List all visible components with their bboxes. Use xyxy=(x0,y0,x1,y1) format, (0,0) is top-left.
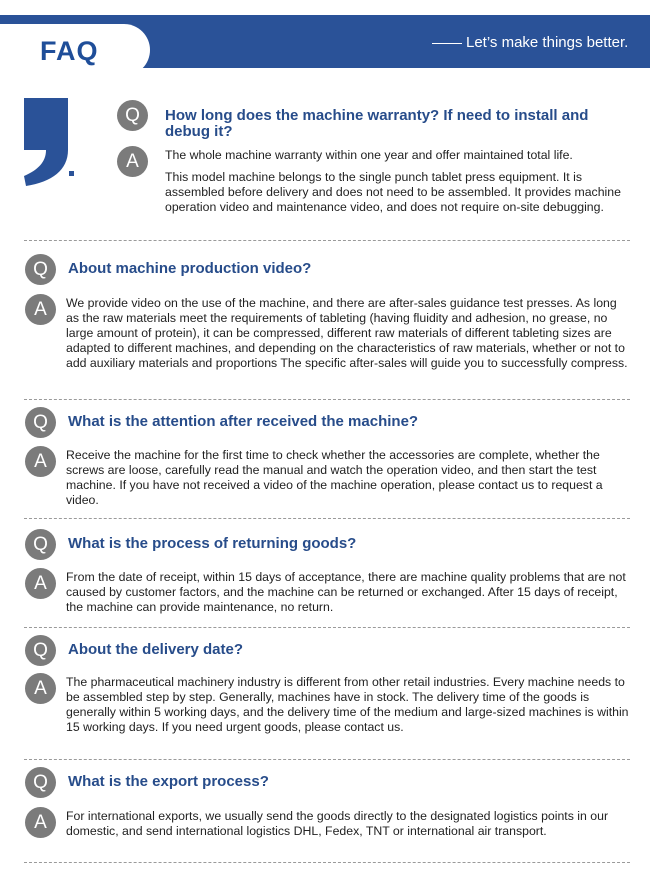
question-badge: Q xyxy=(25,767,56,798)
faq-answer-3: Receive the machine for the first time to check whether the accessories are complete, whether the screws are loose, carefully read the manual and watch the operation video, and then start the test machine. If you have not received a video of the machine operation, please contact us to request a video. xyxy=(66,448,603,507)
faq-question-1: How long does the machine warranty? If need to install and debug it? xyxy=(165,107,589,140)
faq-answer-1: The whole machine warranty within one year and offer maintained total life. xyxy=(165,148,573,162)
divider xyxy=(24,399,630,400)
answer-badge: A xyxy=(117,146,148,177)
tagline-rule xyxy=(432,43,462,44)
faq-question-3: What is the attention after received the machine? xyxy=(68,413,419,430)
divider xyxy=(24,862,630,863)
answer-badge: A xyxy=(25,294,56,325)
faq-answer-6: For international exports, we usually send the goods directly to the designated logistics points in our domestic, and send international logistics DHL, Fedex, TNT or international air transport. xyxy=(66,809,609,838)
faq-answer-5: The pharmaceutical machinery industry is different from other retail industries. Every machine needs to be assembled step by step. Generally, machines have in stock. The delivery time of the goods is generally within 5 working days, and the delivery time of the medium and large-sized machines is within 15 working days. If you need urgent goods, please contact us. xyxy=(66,675,629,734)
answer-badge: A xyxy=(25,568,56,599)
faq-question-4: What is the process of returning goods? xyxy=(68,535,357,552)
question-badge: Q xyxy=(25,635,56,666)
faq-answer-1-detail: This model machine belongs to the single punch tablet press equipment. It is assembled before delivery and does not need to be assembled. It provides machine operation video and maintenance video, and does not require on-site debugging. xyxy=(165,170,621,214)
faq-question-5: About the delivery date? xyxy=(68,641,244,658)
faq-answer-4: From the date of receipt, within 15 days of acceptance, there are machine quality problems that are not caused by customer factors, and the machine can be returned or exchanged. After 15 days of receipt, the machine can provide maintenance, no return. xyxy=(66,570,626,614)
divider xyxy=(24,240,630,241)
faq-answer-2: We provide video on the use of the machine, and there are after-sales guidance test presses. As long as the raw materials meet the requirements of tableting (having fluidity and adhesion, no grease, no large amount of protein), it can be compressed, different raw materials of different tableting sizes are adapted to different machines, and depending on the characteristics of raw materials, whether or not to add auxiliary materials and proportions The specific after-sales will guide you to successfully compress. xyxy=(66,296,628,370)
answer-badge: A xyxy=(25,807,56,838)
divider xyxy=(24,759,630,760)
page-header xyxy=(0,0,650,80)
faq-question-6: What is the export process? xyxy=(68,773,269,790)
quote-mark-icon xyxy=(24,98,84,190)
divider xyxy=(24,518,630,519)
answer-badge: A xyxy=(25,673,56,704)
question-badge: Q xyxy=(117,100,148,131)
page-title: FAQ xyxy=(40,36,99,66)
question-badge: Q xyxy=(25,254,56,285)
answer-badge: A xyxy=(25,446,56,477)
question-badge: Q xyxy=(25,529,56,560)
divider xyxy=(24,627,630,628)
tagline: Let’s make things better. xyxy=(466,34,629,51)
question-badge: Q xyxy=(25,407,56,438)
faq-question-2: About machine production video? xyxy=(68,260,312,277)
